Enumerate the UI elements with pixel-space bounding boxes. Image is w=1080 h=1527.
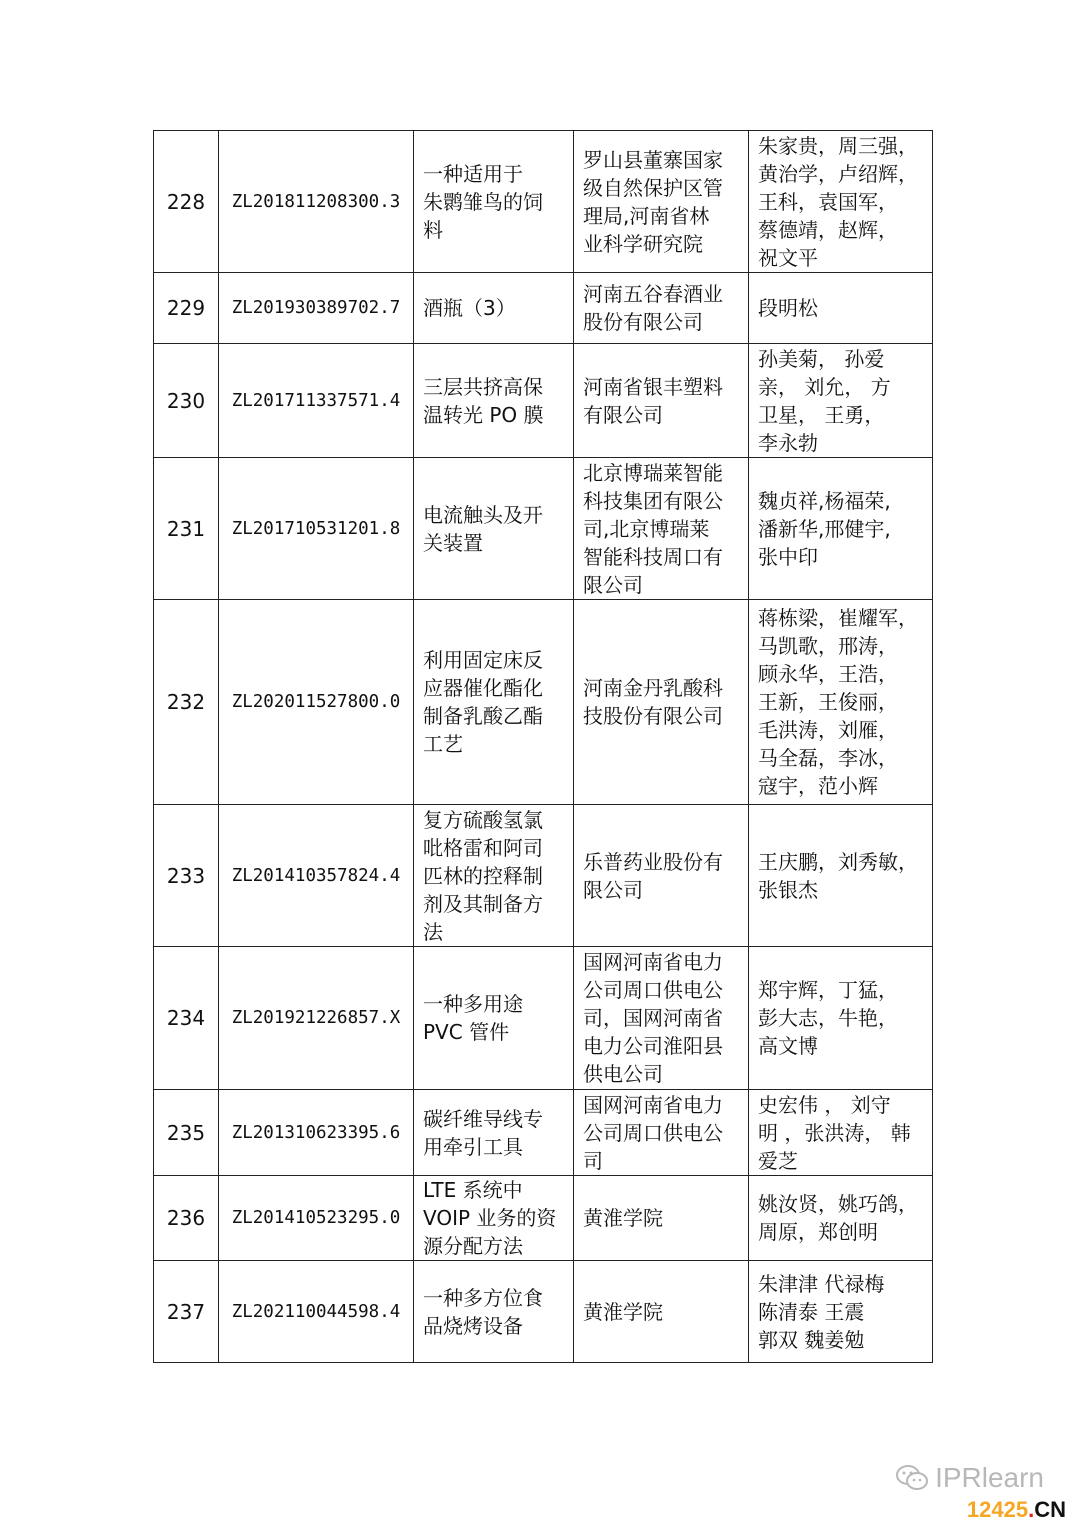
patentee: 河南五谷春酒业 股份有限公司 [574,273,749,344]
row-number: 236 [154,1176,219,1261]
inventors: 姚汝贤，姚巧鸽， 周原，郑创明 [749,1176,933,1261]
table-row [154,600,933,805]
patent-title: LTE 系统中 VOIP 业务的资 源分配方法 [414,1176,574,1261]
patentee: 黄淮学院 [574,1176,749,1261]
inventors: 王庆鹏，刘秀敏， 张银杰 [749,805,933,947]
patent-title: 一种多用途 PVC 管件 [414,947,574,1090]
patent-number: ZL201711337571.4 [219,344,414,458]
row-number: 228 [154,131,219,273]
site-logo [967,1497,1066,1523]
table-row [154,273,933,344]
patent-number: ZL201930389702.7 [219,273,414,344]
patentee: 国网河南省电力 公司周口供电公 司 [574,1090,749,1176]
site-tld: CN [1034,1497,1066,1522]
inventors: 蒋栋梁，崔耀军， 马凯歌，邢涛， 顾永华，王浩， 王新，王俊丽， 毛洪涛，刘雁， 马全磊，李冰， 寇宇，范小辉 [749,600,933,805]
row-number: 229 [154,273,219,344]
patent-title: 酒瓶（3） [414,273,574,344]
table-row [154,1261,933,1363]
inventors: 孙美菊， 孙爱 亲， 刘允， 方 卫星， 王勇， 李永勃 [749,344,933,458]
patent-number: ZL201410357824.4 [219,805,414,947]
patent-table-body [154,131,933,1363]
patent-number: ZL202011527800.0 [219,600,414,805]
row-number: 231 [154,458,219,600]
patent-number: ZL201710531201.8 [219,458,414,600]
row-number: 230 [154,344,219,458]
watermark [895,1462,1044,1494]
patent-number: ZL202110044598.4 [219,1261,414,1363]
wechat-icon [895,1464,929,1492]
inventors: 史宏伟 ， 刘守 明 ，张洪涛， 韩 爱芝 [749,1090,933,1176]
patentee: 黄淮学院 [574,1261,749,1363]
patent-title: 复方硫酸氢氯 吡格雷和阿司 匹林的控释制 剂及其制备方 法 [414,805,574,947]
table-row [154,344,933,458]
patent-number: ZL201921226857.X [219,947,414,1090]
patent-title: 电流触头及开 关装置 [414,458,574,600]
table-row [154,947,933,1090]
row-number: 235 [154,1090,219,1176]
patent-title: 三层共挤高保 温转光 PO 膜 [414,344,574,458]
site-dot: . [1028,1497,1035,1522]
patent-title: 一种多方位食 品烧烤设备 [414,1261,574,1363]
patentee: 河南省银丰塑料 有限公司 [574,344,749,458]
inventors: 段明松 [749,273,933,344]
table-row [154,458,933,600]
table-row [154,131,933,273]
patent-title: 碳纤维导线专 用牵引工具 [414,1090,574,1176]
patent-number: ZL201310623395.6 [219,1090,414,1176]
patent-title: 一种适用于 朱鹮雏鸟的饲 料 [414,131,574,273]
patentee: 国网河南省电力 公司周口供电公 司，国网河南省 电力公司淮阳县 供电公司 [574,947,749,1090]
inventors: 朱家贵，周三强， 黄治学，卢绍辉， 王科，袁国军， 蔡德靖，赵辉， 祝文平 [749,131,933,273]
row-number: 237 [154,1261,219,1363]
patent-number: ZL201410523295.0 [219,1176,414,1261]
site-number: 12425 [966,1497,1029,1522]
table-row [154,1176,933,1261]
row-number: 232 [154,600,219,805]
row-number: 234 [154,947,219,1090]
watermark-text: IPRlearn [935,1462,1044,1493]
inventors: 魏贞祥,杨福荣, 潘新华,邢健宇, 张中印 [749,458,933,600]
patent-number: ZL201811208300.3 [219,131,414,273]
patent-table [153,130,933,1363]
patentee: 罗山县董寨国家 级自然保护区管 理局,河南省林 业科学研究院 [574,131,749,273]
inventors: 朱津津 代禄梅 陈清泰 王震 郭双 魏姜勉 [749,1261,933,1363]
inventors: 郑宇辉，丁猛， 彭大志，牛艳， 高文博 [749,947,933,1090]
patentee: 北京博瑞莱智能 科技集团有限公 司,北京博瑞莱 智能科技周口有 限公司 [574,458,749,600]
table-row [154,805,933,947]
row-number: 233 [154,805,219,947]
patentee: 乐普药业股份有 限公司 [574,805,749,947]
table-row [154,1090,933,1176]
patent-title: 利用固定床反 应器催化酯化 制备乳酸乙酯 工艺 [414,600,574,805]
patentee: 河南金丹乳酸科 技股份有限公司 [574,600,749,805]
